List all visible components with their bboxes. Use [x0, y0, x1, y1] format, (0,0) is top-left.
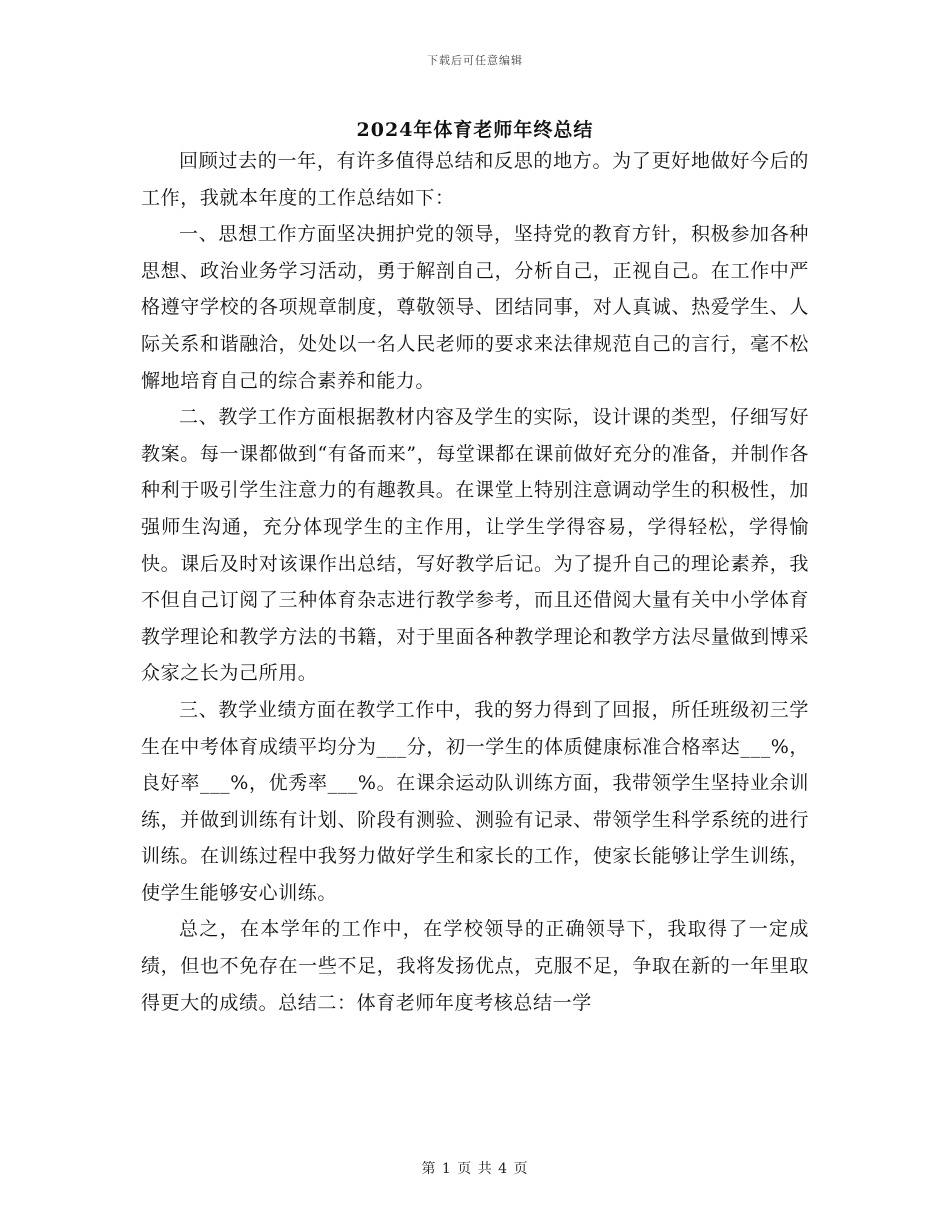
paragraph-ideology: 一、思想工作方面坚决拥护党的领导，坚持党的教育方针，积极参加各种思想、政治业务学习活动，勇于解剖自己，分析自己，正视自己。在工作中严格遵守学校的各项规章制度，尊敬领导、团结同事，对人真诚、热爱学生、人际关系和谐融洽，处处以一名人民老师的要求来法律规范自己的言行，毫不松懈地培育自己的综合素养和能力。 — [141, 223, 809, 392]
paragraph-intro: 回顾过去的一年，有许多值得总结和反思的地方。为了更好地做好今后的工作，我就本年度的工作总结如下： — [141, 150, 809, 209]
document-title: 2024年体育老师年终总结 — [356, 119, 594, 141]
document-body — [141, 143, 809, 1021]
paragraph-conclusion: 总之，在本学年的工作中，在学校领导的正确领导下，我取得了一定成绩，但也不免存在一些不足，我将发扬优点，克服不足，争取在新的一年里取得更大的成绩。总结二：体育老师年度考核总结一学 — [141, 918, 809, 1014]
paragraph-teaching: 二、教学工作方面根据教材内容及学生的实际，设计课的类型，仔细写好教案。每一课都做到“有备而来”，每堂课都在课前做好充分的准备，并制作各种利于吸引学生注意力的有趣教具。在课堂上特别注意调动学生的积极性，加强师生沟通，充分体现学生的主作用，让学生学得容易，学得轻松，学得愉快。课后及时对该课作出总结，写好教学后记。为了提升自己的理论素养，我不但自己订阅了三种体育杂志进行教学参考，而且还借阅大量有关中小学体育教学理论和教学方法的书籍，对于里面各种教学理论和教学方法尽量做到博采众家之长为己所用。 — [141, 406, 809, 685]
page-header-note: 下载后可任意编辑 — [427, 54, 523, 67]
page-number-footer: 第 1 页 共 4 页 — [421, 1161, 529, 1177]
paragraph-performance: 三、教学业绩方面在教学工作中，我的努力得到了回报，所任班级初三学生在中考体育成绩平均分为___分，初一学生的体质健康标准合格率达___%，良好率___%，优秀率___%。在课余运动队训练方面，我带领学生坚持业余训练，并做到训练有计划、阶段有测验、测验有记录、带领学生科学系统的进行训练。在训练过程中我努力做好学生和家长的工作，使家长能够让学生训练，使学生能够安心训练。 — [141, 698, 809, 904]
